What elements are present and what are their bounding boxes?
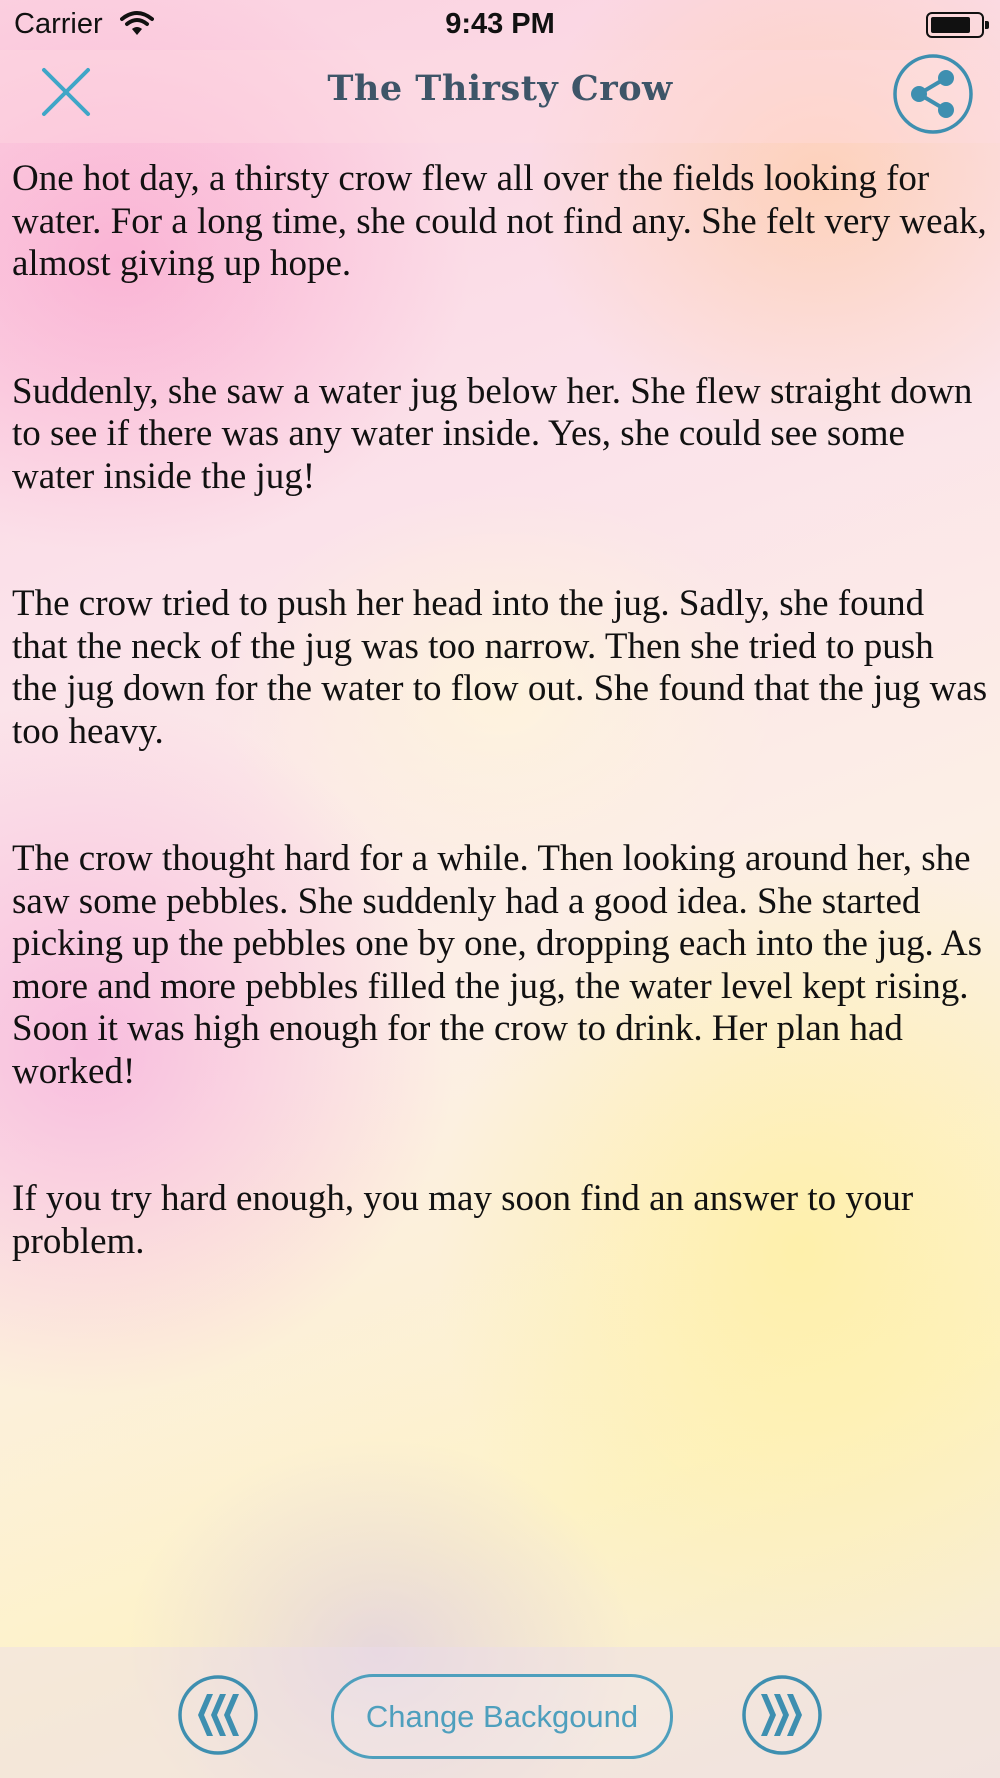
carrier-label: Carrier — [14, 8, 103, 40]
status-time: 9:43 PM — [445, 8, 555, 40]
story-paragraph: The crow thought hard for a while. Then looking around her, she saw some pebbles. She suddenly had a good idea. She started picking up the pebbles one by one, dropping each into the jug. As more and more pebbles filled the jug, the water level kept rising. Soon it was high enough for the crow to drink. Her plan had worked! — [12, 838, 983, 1092]
change-background-button[interactable]: Change Backgound — [331, 1674, 673, 1759]
header — [0, 50, 1000, 143]
story-paragraph: If you try hard enough, you may soon find an answer to your problem. — [12, 1178, 914, 1262]
story-paragraph: The crow tried to push her head into the jug. Sadly, she found that the neck of the jug was too narrow. Then she tried to push the jug down for the water to flow out. She found that the jug was too heavy. — [12, 583, 988, 752]
page-title: The Thirsty Crow — [327, 68, 673, 109]
fast-forward-icon[interactable] — [741, 1674, 823, 1756]
battery-tip — [985, 21, 989, 29]
story-text — [12, 158, 988, 1348]
status-bar — [0, 0, 1000, 50]
battery-icon — [926, 12, 984, 38]
battery-level-fill — [931, 17, 970, 33]
story-paragraph: One hot day, a thirsty crow flew all over the fields looking for water. For a long time, she could not find any. She felt very weak, almost giving up hope. — [12, 158, 987, 284]
rewind-icon[interactable] — [177, 1674, 259, 1756]
story-paragraph: Suddenly, she saw a water jug below her. She flew straight down to see if there was any water inside. Yes, she could see some water inside the jug! — [12, 370, 973, 497]
bottom-toolbar — [0, 1647, 1000, 1778]
share-icon[interactable] — [892, 53, 974, 135]
